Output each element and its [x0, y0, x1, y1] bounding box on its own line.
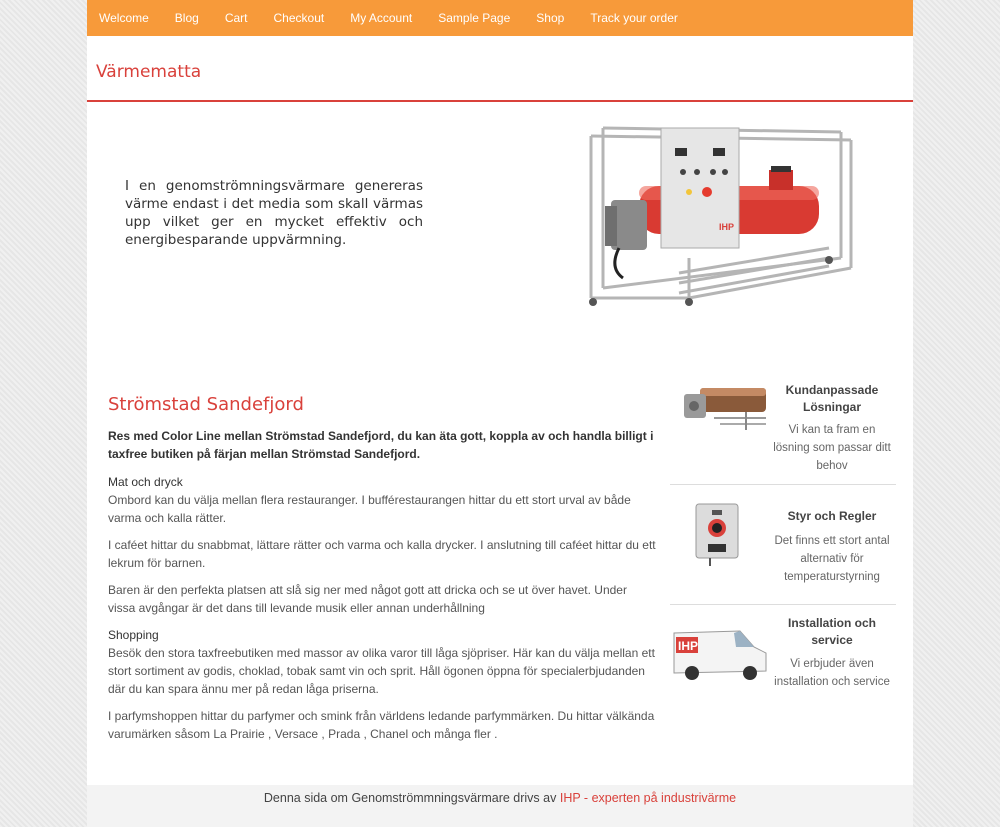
heater-element-icon — [670, 378, 770, 448]
nav-track-order[interactable]: Track your order — [590, 11, 678, 25]
article — [108, 394, 656, 752]
paragraph-bar: Baren är den perfekta platsen att slå sig ner med något gott att dricka och se ut över havet. Under vissa avgångar är det dans till levande musik eller annan underhållning — [108, 583, 627, 615]
paragraph-cafe: I caféet hittar du snabbmat, lättare rätter och varma och kalla drycker. I anslutning till caféet hittar du ett lekrum för barnen. — [108, 538, 656, 570]
site-title[interactable]: Värmematta — [96, 62, 202, 82]
subheading-shopping: Shopping — [108, 628, 159, 642]
article-heading: Strömstad Sandefjord — [108, 394, 304, 415]
hero-text: I en genomströmningsvärmare genereras värme endast i det media som skall värmas upp vilket ger en mycket effektiv och energibesparande uppvärmning. — [125, 178, 423, 248]
paragraph-restaurants: Ombord kan du välja mellan flera restauranger. I bufférestaurangen hittar du ett stort urval av både varma och kalla rätter. — [108, 493, 631, 525]
widget-text: Det finns ett stort antal alternativ för temperaturstyrning — [774, 535, 890, 583]
widget-title: Styr och Regler — [787, 509, 877, 523]
title-divider — [87, 100, 913, 102]
article-lead: Res med Color Line mellan Strömstad Sandefjord, du kan äta gott, koppla av och handla billigt i taxfree butiken på färjan mellan Strömstad Sandefjord. — [108, 429, 654, 461]
widget-title: Installation och service — [787, 616, 876, 647]
widget-text: Vi erbjuder även installation och service — [774, 658, 890, 688]
nav-blog[interactable]: Blog — [174, 11, 199, 25]
paragraph-taxfree: Besök den stora taxfreebutiken med massor av olika varor till låga sjöpriser. Här kan du välja mellan ett stort sortiment av godis, choklad, tobak samt vin och sprit. Håll ögonen öppna för specialerbjudanden där du kan spara ännu mer på redan låga priserna. — [108, 646, 655, 696]
widget-custom-solutions — [670, 376, 896, 485]
sidebar — [670, 376, 896, 731]
nav-welcome[interactable]: Welcome — [99, 11, 149, 25]
page — [87, 0, 913, 827]
service-van-icon — [670, 617, 770, 687]
footer-text: Denna sida om Genomströmmningsvärmare drivs av — [263, 791, 560, 805]
svg-text:IHP: IHP — [719, 222, 735, 232]
widget-installation — [670, 613, 896, 731]
nav-cart[interactable]: Cart — [224, 11, 248, 25]
widget-text: Vi kan ta fram en lösning som passar ditt behov — [773, 424, 891, 472]
nav-my-account[interactable]: My Account — [350, 11, 413, 25]
nav-shop[interactable]: Shop — [536, 11, 565, 25]
widget-control — [670, 494, 896, 605]
footer-link[interactable]: IHP - experten på industrivärme — [559, 791, 737, 805]
widget-title: Kundanpassade Lösningar — [785, 383, 879, 414]
heater-unit-image — [579, 118, 861, 314]
nav-checkout[interactable]: Checkout — [273, 11, 325, 25]
svg-text:IHP: IHP — [678, 639, 699, 653]
subheading-food: Mat och dryck — [108, 475, 183, 489]
nav-sample-page[interactable]: Sample Page — [438, 11, 511, 25]
top-navigation — [87, 0, 913, 36]
control-box-icon — [670, 500, 770, 570]
footer — [87, 785, 913, 827]
paragraph-perfume: I parfymshoppen hittar du parfymer och smink från världens ledande parfymmärken. Du hittar välkända varumärken såsom La Prairie , Versace , Prada , Chanel och många fler . — [108, 709, 655, 741]
